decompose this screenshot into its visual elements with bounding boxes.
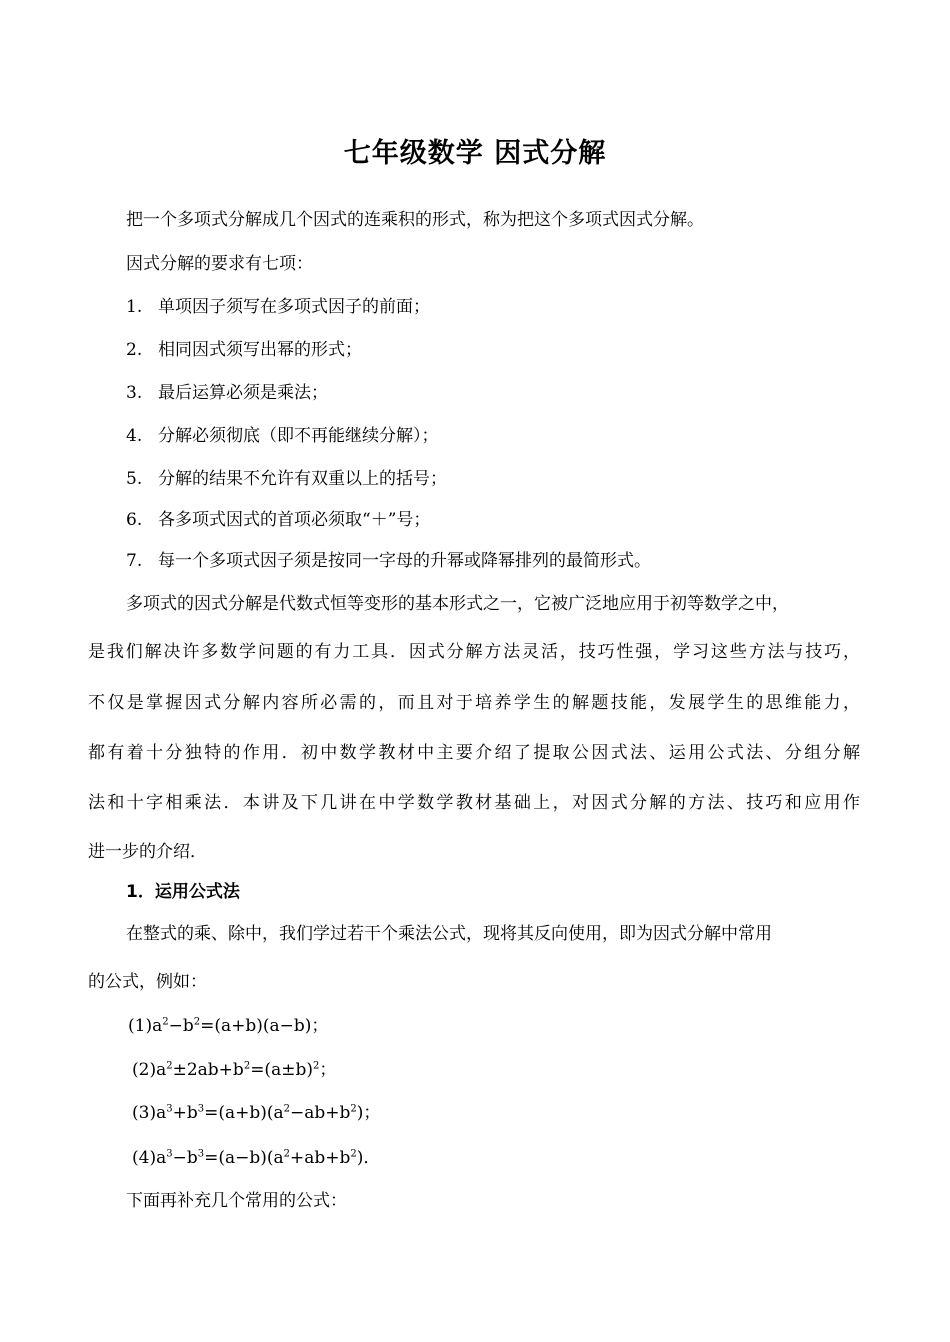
- formula-part: =(a+b)(a: [204, 1103, 284, 1123]
- requirement-item: [126, 424, 439, 448]
- body-paragraph-line: 不仅是掌握因式分解内容所必需的，而且对于培养学生的解题技能，发展学生的思维能力，: [88, 693, 860, 713]
- formula-part: −b: [172, 1148, 198, 1168]
- formula-part: −b: [168, 1016, 194, 1036]
- formula-part: ±2ab+b: [172, 1060, 244, 1080]
- body-paragraph-line: 法和十字相乘法．本讲及下几讲在中学数学教材基础上，对因式分解的方法、技巧和应用作: [88, 793, 860, 813]
- formula-part: (4)a: [132, 1148, 167, 1168]
- requirement-number: 1.: [126, 297, 143, 317]
- exponent: 2: [350, 1148, 357, 1160]
- formula-part: −ab+b: [290, 1103, 351, 1123]
- requirement-item: [126, 295, 430, 319]
- formula-part: =(a±b): [250, 1060, 313, 1080]
- requirement-number: 7.: [126, 551, 143, 571]
- formula-part: (2)a: [132, 1060, 167, 1080]
- requirement-text: 各多项式因式的首项必须取“＋”号；: [158, 510, 431, 530]
- section-heading: 1．运用公式法: [126, 882, 240, 902]
- formula-part: +ab+b: [290, 1148, 351, 1168]
- exponent: 2: [283, 1148, 291, 1160]
- formula-sum-of-cubes: [132, 1101, 380, 1125]
- formula-part: (3)a: [132, 1103, 167, 1123]
- requirement-number: 6.: [126, 510, 143, 530]
- exponent: 2: [193, 1016, 201, 1028]
- requirement-item: [126, 549, 651, 573]
- formula-part: )．: [356, 1148, 381, 1168]
- exponent: 2: [162, 1016, 169, 1028]
- exponent: 2: [312, 1060, 320, 1072]
- requirement-text: 分解必须彻底（即不再能继续分解）；: [158, 426, 439, 446]
- requirement-number: 4.: [126, 426, 143, 446]
- requirement-item: [126, 338, 362, 362]
- formula-part: ；: [319, 1060, 337, 1080]
- body-paragraph-line: 是我们解决许多数学问题的有力工具．因式分解方法灵活，技巧性强，学习这些方法与技巧，: [88, 642, 860, 662]
- intro-paragraph: 把一个多项式分解成几个因式的连乘积的形式，称为把这个多项式因式分解。: [126, 210, 704, 230]
- exponent: 2: [166, 1060, 173, 1072]
- body-paragraph-line: 都有着十分独特的作用．初中数学教材中主要介绍了提取公因式法、运用公式法、分组分解: [88, 743, 860, 763]
- section-paragraph-line: 的公式，例如：: [88, 972, 207, 992]
- formula-difference-of-squares: [128, 1014, 328, 1038]
- requirement-item: [126, 467, 447, 491]
- requirement-number: 2.: [126, 340, 143, 360]
- formula-part: =(a+b)(a−b)；: [200, 1016, 329, 1036]
- formula-part: =(a−b)(a: [204, 1148, 284, 1168]
- body-paragraph-line: 进一步的介绍．: [88, 842, 207, 862]
- requirement-item: [126, 381, 328, 405]
- exponent: 3: [166, 1148, 173, 1160]
- exponent: 3: [197, 1103, 205, 1115]
- exponent: 2: [283, 1103, 291, 1115]
- requirement-text: 最后运算必须是乘法；: [158, 383, 328, 403]
- exponent: 2: [243, 1060, 251, 1072]
- body-paragraph-line: 多项式的因式分解是代数式恒等变形的基本形式之一，它被广泛地应用于初等数学之中，: [126, 594, 789, 614]
- requirement-text: 分解的结果不允许有双重以上的括号；: [158, 469, 447, 489]
- formula-part: (1)a: [128, 1016, 163, 1036]
- formula-perfect-square: [132, 1058, 336, 1082]
- closing-line: 下面再补充几个常用的公式：: [126, 1191, 347, 1211]
- requirement-number: 3.: [126, 383, 143, 403]
- formula-part: +b: [172, 1103, 198, 1123]
- exponent: 3: [197, 1148, 205, 1160]
- page-title: 七年级数学 因式分解: [343, 138, 607, 169]
- requirement-number: 5.: [126, 469, 143, 489]
- exponent: 2: [350, 1103, 357, 1115]
- requirement-text: 相同因式须写出幂的形式；: [158, 340, 362, 360]
- section-paragraph-line: 在整式的乘、除中，我们学过若干个乘法公式，现将其反向使用，即为因式分解中常用: [126, 924, 772, 944]
- requirements-heading: 因式分解的要求有七项：: [126, 254, 313, 274]
- requirement-text: 单项因子须写在多项式因子的前面；: [158, 297, 430, 317]
- formula-difference-of-cubes: [132, 1146, 380, 1170]
- exponent: 3: [166, 1103, 173, 1115]
- formula-part: )；: [356, 1103, 381, 1123]
- requirement-text: 每一个多项式因子须是按同一字母的升幂或降幂排列的最简形式。: [158, 551, 651, 571]
- requirement-item: [126, 508, 430, 532]
